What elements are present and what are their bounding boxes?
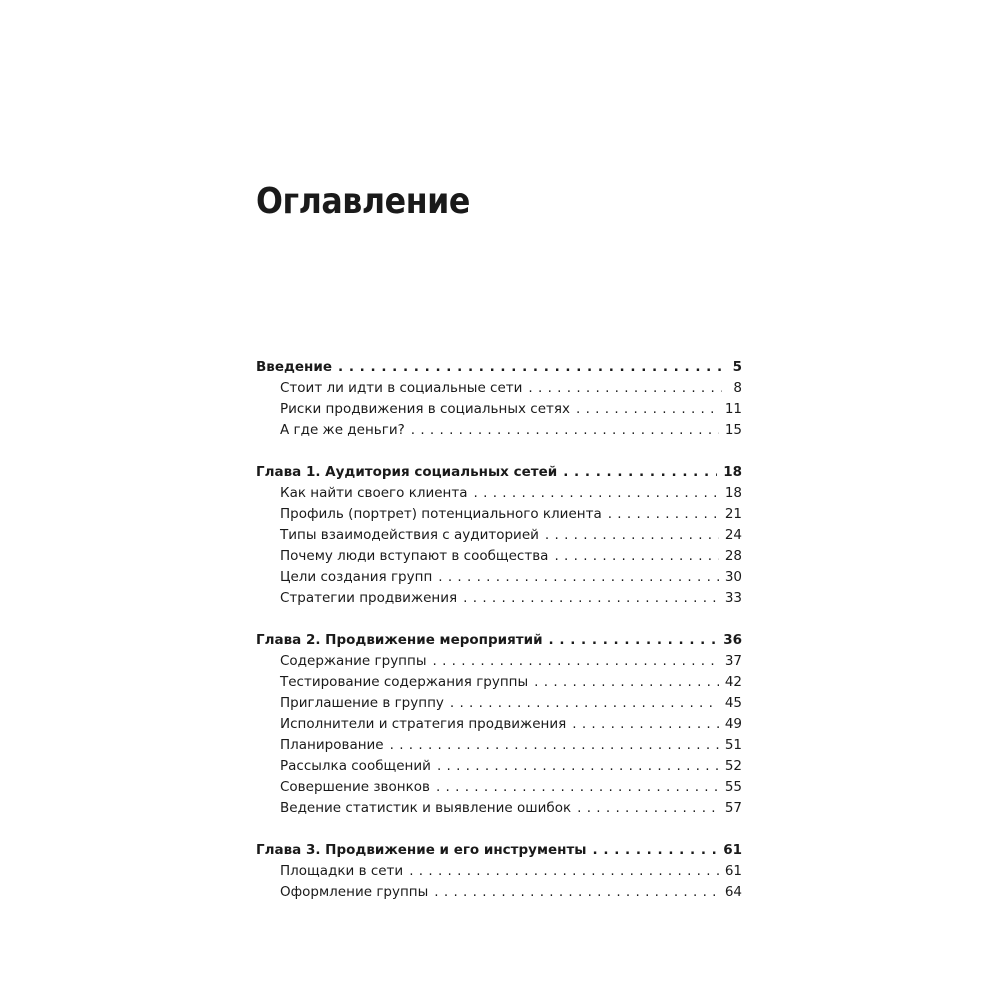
toc-entry xyxy=(256,483,742,504)
toc-entry-label: Как найти своего клиента xyxy=(280,485,468,501)
dot-leader xyxy=(390,735,719,756)
toc-entry-label: Исполнители и стратегия продвижения xyxy=(280,716,567,732)
toc-heading-label: Введение xyxy=(256,359,332,375)
toc-entry-page: 55 xyxy=(724,779,742,795)
toc-entry-page: 24 xyxy=(724,527,742,543)
dot-leader xyxy=(572,714,719,735)
toc-entry-label: Профиль (портрет) потенциального клиента xyxy=(280,506,602,522)
toc-entry xyxy=(256,798,742,819)
toc-entry-label: Рассылка сообщений xyxy=(280,758,431,774)
toc-heading-page: 5 xyxy=(732,359,742,375)
dot-leader xyxy=(433,651,719,672)
dot-leader xyxy=(545,525,719,546)
dot-leader xyxy=(438,567,719,588)
toc-heading-page: 36 xyxy=(723,632,742,648)
toc-entry xyxy=(256,756,742,777)
toc-entry-label: Цели создания групп xyxy=(280,569,433,585)
dot-leader xyxy=(576,399,719,420)
toc-section-chapter-1 xyxy=(256,462,742,609)
toc-entry-label: Приглашение в группу xyxy=(280,695,444,711)
toc-section-introduction xyxy=(256,357,742,441)
toc-heading xyxy=(256,357,742,378)
toc-entry xyxy=(256,378,742,399)
toc-entry-label: Стоит ли идти в социальные сети xyxy=(280,380,523,396)
toc-entry-page: 8 xyxy=(733,380,742,396)
dot-leader xyxy=(554,546,718,567)
toc-entry-page: 61 xyxy=(724,863,742,879)
toc-entry xyxy=(256,420,742,441)
dot-leader xyxy=(534,672,719,693)
dot-leader xyxy=(436,777,719,798)
toc-entry xyxy=(256,777,742,798)
toc-entry-page: 42 xyxy=(724,674,742,690)
toc-entry-page: 37 xyxy=(724,653,742,669)
toc-heading xyxy=(256,840,742,861)
dot-leader xyxy=(593,840,718,861)
toc-entry-page: 15 xyxy=(724,422,742,438)
toc-entry-page: 49 xyxy=(724,716,742,732)
toc-heading-label: Глава 3. Продвижение и его инструменты xyxy=(256,842,587,858)
dot-leader xyxy=(563,462,717,483)
toc-entry-page: 64 xyxy=(724,884,742,900)
toc-entry-page: 11 xyxy=(724,401,742,417)
toc-entry-page: 52 xyxy=(724,758,742,774)
toc-entry-page: 33 xyxy=(724,590,742,606)
toc-entry-label: Почему люди вступают в сообщества xyxy=(280,548,549,564)
toc-entry-label: Планирование xyxy=(280,737,384,753)
toc-section-chapter-2 xyxy=(256,630,742,819)
toc-entry xyxy=(256,546,742,567)
toc-entry-page: 45 xyxy=(724,695,742,711)
toc-entry xyxy=(256,882,742,903)
toc-entry-label: Риски продвижения в социальных сетях xyxy=(280,401,570,417)
toc-entry xyxy=(256,651,742,672)
dot-leader xyxy=(437,756,719,777)
toc-entry-label: Ведение статистик и выявление ошибок xyxy=(280,800,572,816)
toc-heading xyxy=(256,462,742,483)
toc-entry xyxy=(256,525,742,546)
toc-entry-page: 18 xyxy=(724,485,742,501)
toc-entry xyxy=(256,399,742,420)
dot-leader xyxy=(450,693,719,714)
dot-leader xyxy=(549,630,718,651)
toc-entry-page: 28 xyxy=(724,548,742,564)
toc-entry-label: Тестирование содержания группы xyxy=(280,674,529,690)
toc-heading-label: Глава 2. Продвижение мероприятий xyxy=(256,632,543,648)
dot-leader xyxy=(338,357,722,378)
toc-section-chapter-3 xyxy=(256,840,742,903)
toc-entry-page: 51 xyxy=(724,737,742,753)
toc-entry xyxy=(256,735,742,756)
dot-leader xyxy=(434,882,719,903)
toc-entry xyxy=(256,714,742,735)
toc-entry xyxy=(256,861,742,882)
toc-heading xyxy=(256,630,742,651)
toc-entry-label: Оформление группы xyxy=(280,884,429,900)
toc-entry xyxy=(256,672,742,693)
dot-leader xyxy=(474,483,719,504)
dot-leader xyxy=(577,798,719,819)
toc-entry-page: 57 xyxy=(724,800,742,816)
toc-heading-page: 18 xyxy=(723,464,742,480)
toc-entry-label: Типы взаимодействия с аудиторией xyxy=(280,527,539,543)
page-title: Оглавление xyxy=(256,181,470,222)
toc-entry xyxy=(256,588,742,609)
toc-heading-page: 61 xyxy=(723,842,742,858)
toc-entry-page: 21 xyxy=(724,506,742,522)
toc-entry xyxy=(256,504,742,525)
dot-leader xyxy=(608,504,719,525)
toc-entry-label: Совершение звонков xyxy=(280,779,430,795)
dot-leader xyxy=(409,861,719,882)
toc-entry-label: Площадки в сети xyxy=(280,863,404,879)
dot-leader xyxy=(528,378,722,399)
toc-entry-label: Содержание группы xyxy=(280,653,427,669)
toc-entry-page: 30 xyxy=(724,569,742,585)
table-of-contents xyxy=(256,357,742,924)
toc-entry xyxy=(256,567,742,588)
dot-leader xyxy=(411,420,719,441)
toc-entry-label: А где же деньги? xyxy=(280,422,405,438)
dot-leader xyxy=(463,588,719,609)
toc-entry-label: Стратегии продвижения xyxy=(280,590,458,606)
toc-entry xyxy=(256,693,742,714)
toc-heading-label: Глава 1. Аудитория социальных сетей xyxy=(256,464,558,480)
